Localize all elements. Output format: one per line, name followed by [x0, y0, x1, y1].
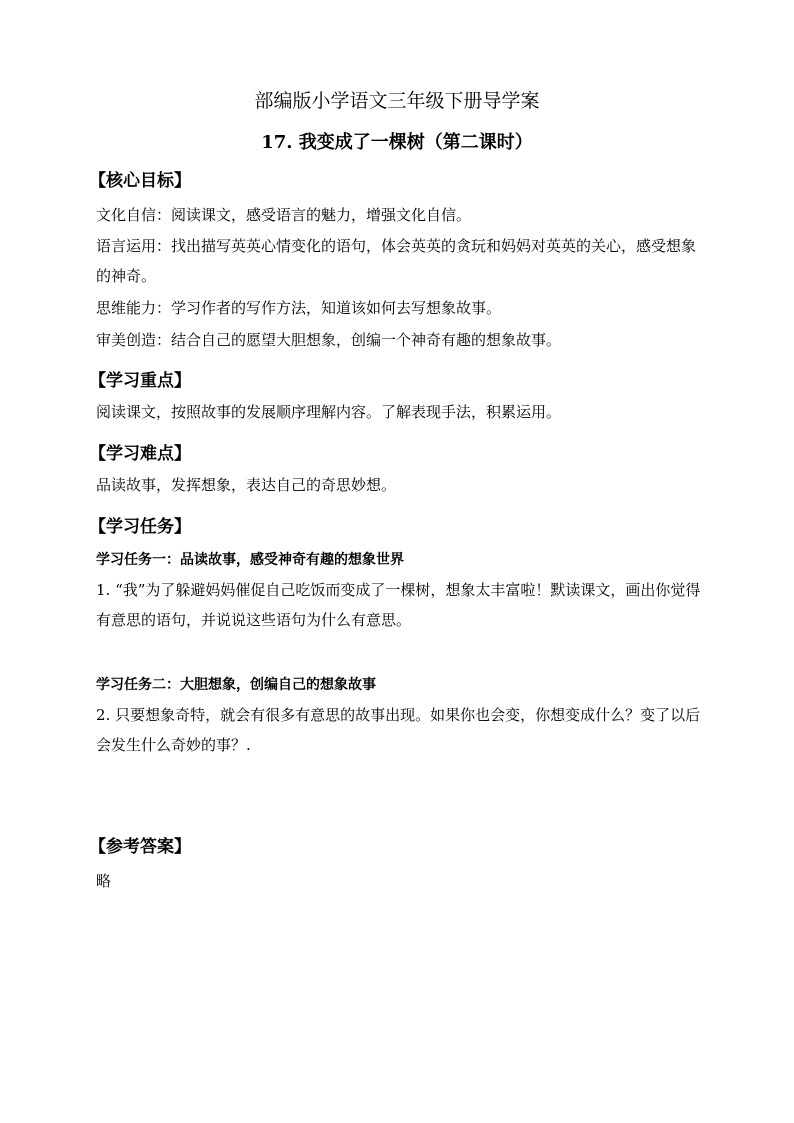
tasks-heading: 【学习任务】 [89, 517, 191, 537]
difficulties-text: 品读故事，发挥想象，表达自己的奇思妙想。 [96, 476, 397, 494]
core-goal-language: 语言运用：找出描写英英心情变化的语句，体会英英的贪玩和妈妈对英英的关心，感受想象的神奇。 [96, 237, 697, 285]
answers-text: 略 [96, 872, 112, 890]
key-points-text: 阅读课文，按照故事的发展顺序理解内容。了解表现手法，积累运用。 [96, 403, 562, 421]
task-one-title: 学习任务一：品读故事，感受神奇有趣的想象世界 [96, 552, 404, 568]
core-goal-aesthetic: 审美创造：结合自己的愿望大胆想象，创编一个神奇有趣的想象故事。 [96, 331, 562, 349]
difficulties-heading: 【学习难点】 [89, 444, 191, 464]
core-goal-thinking: 思维能力：学习作者的写作方法，知道该如何去写想象故事。 [96, 299, 502, 317]
task-two-text: 2. 只要想象奇特，就会有很多有意思的故事出现。如果你也会变，你想变成什么？变了以后会发生什么奇妙的事？. [96, 706, 701, 754]
task-one-text: 1. “我”为了躲避妈妈催促自己吃饭而变成了一棵树，想象太丰富啦！默读课文，画出你觉得有意思的语句，并说说这些语句为什么有意思。 [96, 581, 701, 629]
core-goals-heading: 【核心目标】 [89, 171, 191, 191]
key-points-heading: 【学习重点】 [89, 371, 191, 391]
task-two-title: 学习任务二：大胆想象，创编自己的想象故事 [96, 677, 376, 693]
answers-heading: 【参考答案】 [89, 837, 191, 857]
lesson-title: 17. 我变成了一棵树（第二课时） [261, 132, 533, 153]
document-title: 部编版小学语文三年级下册导学案 [254, 90, 540, 112]
core-goal-culture: 文化自信：阅读课文，感受语言的魅力，增强文化自信。 [96, 206, 472, 224]
